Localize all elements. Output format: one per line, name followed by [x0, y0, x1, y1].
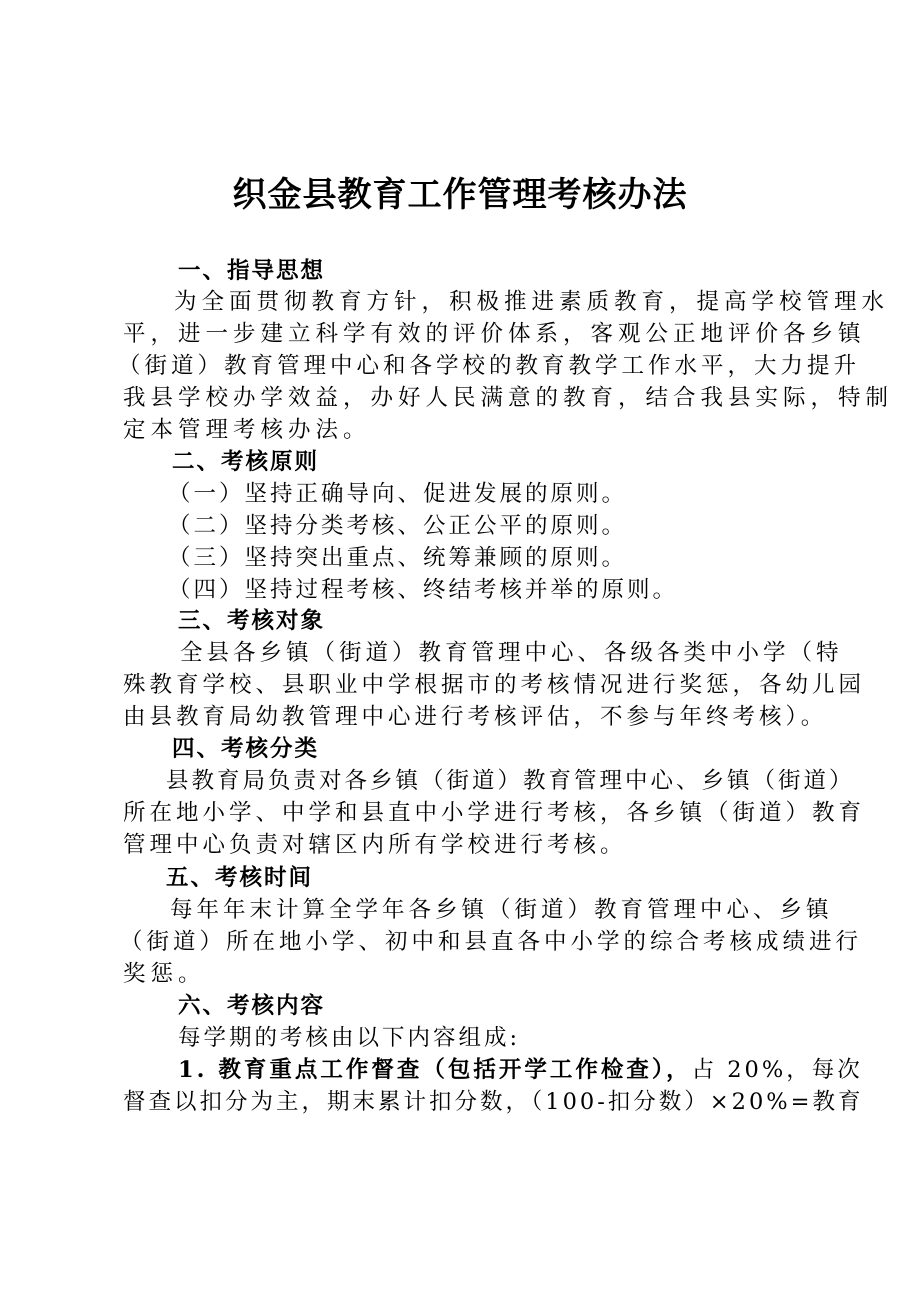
principle-item: （四）坚持过程考核、终结考核并举的原则。: [168, 577, 679, 603]
paragraph-line: 每学期的考核由以下内容组成:: [178, 1025, 521, 1051]
section-heading-principles: 二、考核原则: [172, 449, 320, 475]
content-item-1-weight: 占 20%，每次: [691, 1057, 863, 1083]
paragraph-line: 县教育局负责对各乡镇（街道）教育管理中心、乡镇（街道）: [166, 768, 855, 794]
paragraph-line: （街道）教育管理中心和各学校的教育教学工作水平，大力提升: [118, 353, 861, 379]
section-heading-timing: 五、考核时间: [166, 865, 314, 891]
section-heading-guiding-ideology: 一、指导思想: [178, 258, 326, 284]
paragraph-line: 管理中心负责对辖区内所有学校进行考核。: [123, 832, 627, 858]
paragraph-line: 奖惩。: [123, 961, 206, 987]
paragraph-line: 全县各乡镇（街道）教育管理中心、各级各类中小学（特: [180, 640, 843, 666]
section-heading-content: 六、考核内容: [178, 993, 326, 1019]
principle-item: （三）坚持突出重点、统筹兼顾的原则。: [168, 545, 628, 571]
section-heading-targets: 三、考核对象: [178, 608, 326, 634]
paragraph-line: 我县学校办学效益，办好人民满意的教育，结合我县实际，特制: [123, 385, 894, 411]
section-heading-categories: 四、考核分类: [172, 736, 320, 762]
paragraph-line: 为全面贯彻教育方针，积极推进素质教育，提高学校管理水: [174, 289, 890, 315]
paragraph-line: 由县教育局幼教管理中心进行考核评估，不参与年终考核）。: [123, 704, 828, 730]
paragraph-line: 定本管理考核办法。: [123, 417, 371, 443]
paragraph-line: 所在地小学、中学和县直中小学进行考核，各乡镇（街道）教育: [123, 800, 866, 826]
content-item-1: [178, 1054, 863, 1086]
document-title: 织金县教育工作管理考核办法: [232, 175, 688, 215]
principle-item: （一）坚持正确导向、促进发展的原则。: [168, 481, 628, 507]
paragraph-line: 督查以扣分为主，期末累计扣分数，（100-扣分数）×20%=教育: [123, 1089, 864, 1115]
paragraph-line: 平，进一步建立科学有效的评价体系，客观公正地评价各乡镇: [123, 321, 866, 347]
content-item-1-title: 1. 教育重点工作督查（包括开学工作检查），: [178, 1057, 692, 1083]
paragraph-line: 每年年末计算全学年各乡镇（街道）教育管理中心、乡镇: [170, 897, 833, 923]
paragraph-line: 殊教育学校、县职业中学根据市的考核情况进行奖惩，各幼儿园: [123, 672, 866, 698]
principle-item: （二）坚持分类考核、公正公平的原则。: [168, 513, 628, 539]
paragraph-line: （街道）所在地小学、初中和县直各中小学的综合考核成绩进行: [120, 929, 863, 955]
